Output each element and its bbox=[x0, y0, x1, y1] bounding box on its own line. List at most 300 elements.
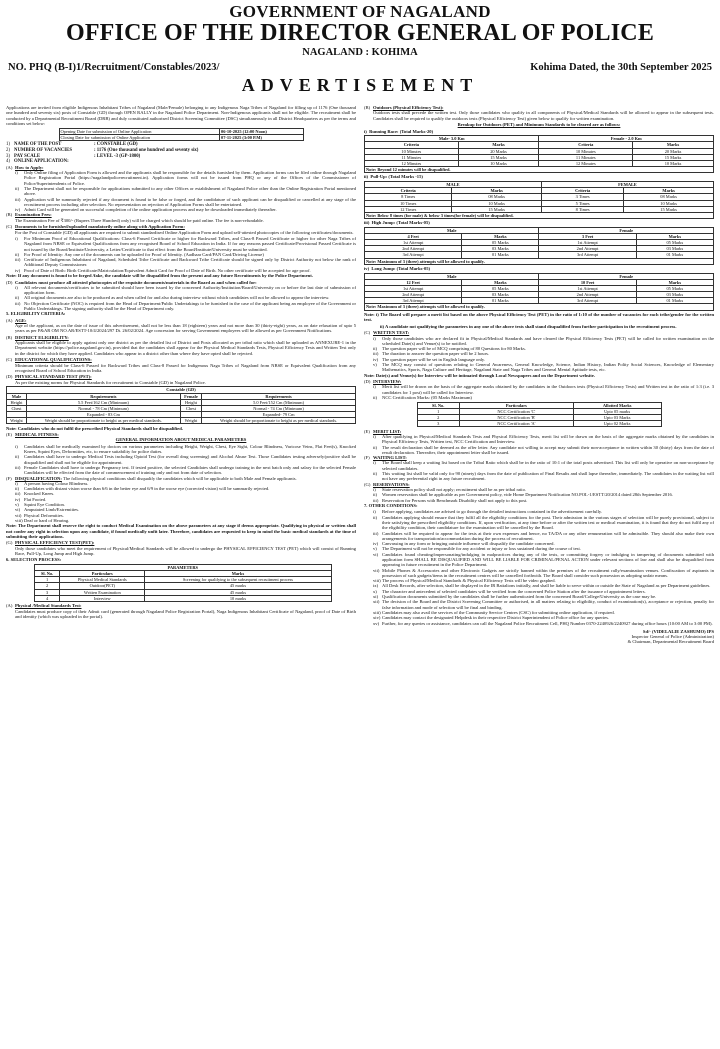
table-cell: Height bbox=[7, 399, 27, 405]
table-header-cell: Sl. No. bbox=[417, 402, 459, 408]
item-number: i) bbox=[15, 170, 18, 176]
list-item bbox=[364, 434, 714, 445]
item-number: iii) bbox=[15, 300, 21, 306]
merit-heading: (E) MERIT LIST: bbox=[364, 428, 402, 434]
table-cell: 5.5 Feet/162 Cm (Minimum) bbox=[26, 399, 180, 405]
table-cell: 03 Marks bbox=[462, 246, 539, 252]
item-number: i) bbox=[373, 509, 376, 515]
issue-date: Kohima Dated, the 30th September 2025 bbox=[530, 62, 712, 73]
table-cell: NCC Certification 'B' bbox=[459, 415, 573, 421]
item-number: v) bbox=[373, 546, 377, 552]
table-cell: Weight should be proportionate to height as per medical standards. bbox=[202, 417, 356, 423]
table-cell: Weight bbox=[7, 417, 27, 423]
list-item bbox=[364, 336, 714, 347]
table-cell: 5.0 Feet/152 Cm (Minimum) bbox=[202, 399, 356, 405]
list-item bbox=[6, 170, 356, 186]
table-header-cell: Marks bbox=[145, 571, 331, 577]
male-caption: Male bbox=[365, 273, 539, 279]
table-header-cell: 4 Feet bbox=[365, 234, 462, 240]
table-cell: 10 Minutes bbox=[365, 148, 459, 154]
fees-text: The Examination Fee of ₹300/- (Rupees Three Hundred) only) will be charged which should be paid online. The fee is non-refundable. bbox=[15, 217, 264, 223]
item-text: Only those candidates who are declared fit in Physical/Medical Standards and have cleared the Physical Efficiency Tests (PET) will be called for written examination on the scheduled Date(s) and Venue(s) to be notified. bbox=[382, 335, 714, 346]
item-number: x) bbox=[373, 588, 377, 594]
right-column bbox=[364, 105, 714, 1047]
pst-heading: (D) PHYSICAL STANDARD TEST (PST): bbox=[6, 374, 92, 380]
table-header-cell: Marks bbox=[624, 188, 714, 194]
item-number: i) bbox=[373, 460, 376, 466]
table-cell: 20 Marks bbox=[633, 148, 714, 154]
longjump-title: iv) Long Jump: (Total Marks-05) bbox=[364, 266, 431, 272]
table-cell: 03 Marks bbox=[636, 292, 713, 298]
item-number: i) bbox=[373, 384, 376, 390]
pet-heading: (G) PHYSICAL EFFICIENCY TEST(PET): bbox=[6, 540, 95, 546]
table-cell: Upto 03 Marks bbox=[573, 415, 661, 421]
item-number: iv) bbox=[15, 496, 21, 502]
table-header-cell: Marks bbox=[636, 280, 713, 286]
table-cell: Upto 02 Marks bbox=[573, 421, 661, 427]
item-text: Physical Deformities. bbox=[24, 512, 64, 518]
physical-medical-text: Candidates must produce copy of their Admit card (generated through Nagaland Police Registration Portal), Naga Indigenous Inhabitant Certificate of Nagaland, proof of Date of Birth and identity (which was uploaded in the portal). bbox=[15, 608, 356, 619]
table-cell: 03 Marks bbox=[462, 292, 539, 298]
running-title: i) Running Race: (Total Marks-20) bbox=[364, 128, 434, 134]
item-number: iii) bbox=[15, 491, 21, 497]
detail-key: NUMBER OF VACANCIES bbox=[14, 147, 73, 153]
item-text: Amputated Limb/Extremities. bbox=[24, 507, 80, 513]
waiting-list bbox=[364, 460, 714, 481]
age-heading: (A) AGE: bbox=[6, 317, 27, 323]
table-header-cell: Marks bbox=[462, 234, 539, 240]
medical-subheading: GENERAL INFORMATION ABOUT MEDICAL PARAMETERS bbox=[115, 437, 247, 443]
table-cell: Upto 05 marks bbox=[573, 408, 661, 414]
item-text: Candidates shall have to undergo Medical Tests including Opioid Test (for overall drug screening) and Alcohol Abuse Test. Those Candidates testing adversely/positive shall be disqualified and shall not be eligible for appointment. bbox=[24, 454, 356, 465]
table-cell: 3rd Attempt bbox=[539, 252, 636, 258]
item-number: xii) bbox=[373, 599, 380, 605]
item-number: iii) bbox=[15, 257, 21, 263]
list-item bbox=[6, 301, 356, 312]
item-number: iii) bbox=[373, 497, 379, 503]
table-cell: Weight should be proportionate to height as per medical standards. bbox=[26, 417, 180, 423]
item-number: v) bbox=[15, 502, 19, 508]
written-note: Note: Date(s) and Venue(s) for Interview will be intimated through Local Newspapers and on the Department website. bbox=[364, 372, 595, 378]
pet-note-1: Note: i) The Board will prepare a merit list based on the above Physical Efficiency Test (PET) in the ratio of 1:10 of the number of vacancies for each tribe/gender for the written test. bbox=[364, 312, 714, 323]
written-list bbox=[364, 336, 714, 373]
produce-documents-list bbox=[6, 285, 356, 311]
item-text: The result declaration shall be deemed as the offer letter. Any candidate not willing to accept may submit their non-acceptance in written within 30 (thirty) days from the date of result declaration. Thereafter, their appointment letter shall be issued. bbox=[382, 444, 714, 455]
forgery-note: Note: If any document is found to be forged /fake, the candidate will be disqualified from the present and any future Recruitments by the Police Department. bbox=[6, 273, 313, 279]
female-caption: Female bbox=[539, 228, 714, 234]
item-text: The question paper will be set in English language only. bbox=[382, 356, 486, 362]
item-text: Only Online filing of Application Form is allowed and the applicants shall be responsible for the details furnished by them. Application forms can be filed online through Nagaland Police Registration Portal (https://nagalandpolicerecruitment.in). Application forms will not be issued from PHQ or any of the Offices of the Commissioner of Police/Superintendents of Police. bbox=[24, 170, 356, 186]
merit-list bbox=[364, 434, 714, 455]
list-item bbox=[364, 395, 714, 400]
item-number: xiv) bbox=[373, 615, 381, 621]
table-cell: 8 Times bbox=[541, 206, 623, 212]
item-number: iii) bbox=[373, 351, 379, 357]
eligibility-heading: 5. ELIGIBILITY CRITERIA: bbox=[6, 311, 66, 317]
table-cell: 12 Times bbox=[365, 206, 452, 212]
table-cell: 01 Marks bbox=[636, 252, 713, 258]
male-caption: Male- 3.0 Km bbox=[365, 136, 539, 142]
post-details bbox=[6, 142, 356, 164]
table-cell: 2 bbox=[417, 415, 459, 421]
advertisement-title: ADVERTISEMENT bbox=[241, 75, 479, 95]
table-header-cell: Female bbox=[180, 393, 201, 399]
waiting-heading: (F) WAITING LIST: bbox=[364, 455, 407, 461]
list-item bbox=[6, 285, 356, 296]
table-cell: 3 bbox=[417, 421, 459, 427]
list-item bbox=[364, 515, 714, 531]
section-physical-medical: (A) Physical /Medical Standards Test: bbox=[6, 603, 82, 609]
item-text: Merit list will be drawn on the basis of the aggregate marks obtained by the candidates in the Outdoors tests (Physical Efficiency Tests) and Written test in the ratio of 1:3 (i.e. 3 candidates for 1 post) will be called for Interview. bbox=[382, 384, 714, 395]
table-cell: Normal - 74 Cm (Minimum) bbox=[202, 405, 356, 411]
pet-table bbox=[364, 181, 714, 219]
table-row bbox=[417, 421, 661, 427]
list-item bbox=[6, 257, 356, 268]
item-text: Reservation for Persons with Benchmark Disability shall not apply to this post. bbox=[382, 497, 528, 503]
table-cell: 3rd Attempt bbox=[365, 298, 462, 304]
table-header-cell: 12 Feet bbox=[365, 280, 462, 286]
item-text: Candidates may contact the designated Helpdesk in their respective District Superintendent of Police office for any queries. bbox=[382, 615, 610, 621]
pull-up-table bbox=[364, 181, 714, 219]
table-cell: 05 Marks bbox=[462, 286, 539, 292]
table-note: Note: Below 8 times (for male) & below 3 times(for female) will be disqualified. bbox=[365, 212, 714, 218]
detail-value: : LEVEL -3 (GP-1800) bbox=[94, 153, 141, 159]
table-cell: 4 bbox=[35, 595, 60, 601]
item-text: State reservation policy shall not apply; recruitment shall be as per tribal ratio. bbox=[382, 486, 527, 492]
table-row bbox=[7, 417, 356, 423]
table-cell: 08 Marks bbox=[624, 194, 714, 200]
item-text: After qualifying in Physical/Medical Standards Tests and Physical Efficiency Tests, merit list will be drawn on the basis of the aggregate marks obtained by the candidates in Physical Efficiency Tests, Written test, NCC Certification and Interview. bbox=[382, 433, 714, 445]
item-text: For Minimum Proof of Educational Qualifications: Class-6 Passed Certificate or higher for Backward Tribes, and Class-8 Passed Certificate or higher for other Naga Tribes of Nagaland from NBSE or Equivalent Qualifications from any recognised Board of School Education in India. If for any reasons passed Certificate/Provisional Passed Certificate is not issued by the Board/Institute/University, a Letter/Certificate to that effect from the Board/Institute/University must be submitted. bbox=[24, 235, 356, 252]
list-item bbox=[364, 568, 714, 579]
female-caption: Female bbox=[539, 273, 714, 279]
detail-number: 3) bbox=[6, 153, 10, 159]
table-cell: 3rd Attempt bbox=[539, 298, 636, 304]
item-text: Admit Card will be generated on successful completion of the online application process and may be downloaded immediately thereafter. bbox=[24, 207, 277, 213]
table-cell: 1st Attempt bbox=[365, 240, 462, 246]
item-text: Deaf or hard of Hearing. bbox=[24, 517, 70, 523]
list-item bbox=[6, 236, 356, 252]
table-header-cell: Marks bbox=[458, 142, 539, 148]
physical-standards-table: Constable (GD) Male Requirements Female Requirements Height 5.5 Feet/162 Cm (Minimum) Height 5.0 Feet/152 Cm (Minimum) Chest Normal - 78 Cm (Minimum) Chest Normal - 74 Cm (Minimum) Expanded - 83 Cm Expanded- 79 Cm Weight Weight should be proportionate to height as per medical standards. Weight Weight should be proportionate to height as per medical standards. bbox=[6, 386, 356, 424]
list-item bbox=[364, 384, 714, 395]
table-cell: 2nd Attempt bbox=[365, 292, 462, 298]
signatory-role: & Chairman, Departmental Recruitment Board bbox=[627, 639, 714, 645]
reference-number: NO. PHQ (B-I)1/Recruitment/Constables/2023/ bbox=[8, 62, 220, 73]
table-cell: Height bbox=[180, 399, 201, 405]
item-number: vii) bbox=[373, 567, 380, 573]
table-cell: 2 bbox=[35, 583, 60, 589]
item-number: ii) bbox=[15, 295, 20, 301]
item-text: Certificate of Indigenous Inhabitant of Nagaland, Scheduled Tribe Certificate and Backward Tribe Certificate should be signed only by District Authority not below the rank of Additional Deputy Commissioner. bbox=[24, 257, 356, 268]
table-header-cell: Male bbox=[7, 393, 27, 399]
interview-list bbox=[364, 384, 714, 400]
table-header-cell: Sl. No. bbox=[35, 571, 60, 577]
detail-key: NAME OF THE POST bbox=[14, 142, 62, 148]
medical-heading: (E) MEDICAL FITNESS: bbox=[6, 431, 59, 437]
list-item bbox=[6, 465, 356, 476]
section-outdoors: (B) Outdoors (Physical Efficiency Test): bbox=[364, 105, 444, 110]
advertisement-body bbox=[6, 105, 714, 1047]
item-text: Squint Eye Condition. bbox=[24, 502, 65, 508]
item-text: Canvassing in any form or bringing outside influence will disqualify the candidate concerned. bbox=[382, 541, 555, 547]
item-text: Mobile Phones & Accessories and other Electronic Gadgets are strictly banned within the premises of the recruitment rally/examination venues. Confiscation of aspirants in possession of such gadgets/items in the recruitment centres will be cancelled forthwith. The Board shall consider such possession as adopting unfair means. bbox=[382, 567, 714, 578]
item-number: ii) bbox=[373, 444, 378, 450]
section-b: (B) Examination Fees: bbox=[6, 212, 52, 218]
office-title: OFFICE OF THE DIRECTOR GENERAL OF POLICE bbox=[65, 20, 655, 46]
item-number: ii) bbox=[373, 395, 378, 401]
item-text: Candidates applying should ensure that they fulfil all the eligibility conditions for the post. Their admission in the various stages of selection will be purely provisional, subject to their satisfying the prescribed eligibility conditions. If, upon verification, at any time before or after the written test or medical examination, it is found that they do not fulfil any of the eligibility condition, their candidature for the examination will be cancelled by the Board. bbox=[382, 514, 714, 531]
table-header-cell: Requirements bbox=[202, 393, 356, 399]
signatory-title: Inspector General of Police (Administration) bbox=[631, 634, 714, 640]
list-item bbox=[364, 531, 714, 542]
date-label: Closing Date for submission of Online Application bbox=[59, 134, 220, 140]
section-a: (A) How to Apply: bbox=[6, 164, 44, 170]
item-number: i) bbox=[15, 235, 18, 241]
application-dates-table bbox=[59, 128, 304, 141]
table-cell: 45 marks bbox=[145, 589, 331, 595]
table-cell: 10 Marks bbox=[633, 160, 714, 166]
item-text: Before applying, candidates are advised to go through the detailed instructions contained in the advertisement carefully. bbox=[382, 509, 603, 515]
item-text: Flat Footed. bbox=[24, 496, 47, 502]
table-cell: NCC Certification 'A' bbox=[459, 421, 573, 427]
table-header-cell: Marks bbox=[462, 280, 539, 286]
table-cell: Screening for qualifying to the subsequent recruitment process bbox=[145, 577, 331, 583]
pst-text: As per the existing norms for Physical Standards for recruitment to Constable (GD) in Nagaland Police. bbox=[15, 379, 206, 385]
item-text: The Department will not be responsible for any accident or injury or loss sustained during the course of test. bbox=[382, 546, 581, 552]
item-number: xi) bbox=[373, 594, 379, 600]
item-number: ii) bbox=[373, 346, 378, 352]
table-cell: 05 Marks bbox=[636, 240, 713, 246]
table-header-cell: 3 Feet bbox=[539, 234, 636, 240]
written-heading: (C) WRITTEN TEST: bbox=[364, 330, 410, 336]
table-cell: 15 Marks bbox=[624, 206, 714, 212]
item-text: All original documents are also to be produced as and when called for and also during interview without which candidates will not be allowed to appear the interview. bbox=[24, 295, 330, 301]
item-text: The duration to answer the question paper will be 2 hours. bbox=[382, 351, 490, 357]
item-text: The Board shall keep a waiting list based on the Tribal Ratio which shall be in the ratio of 10:1 of the total posts advertised. This list will only be operative on non-acceptance by selected candidates. bbox=[382, 460, 714, 471]
pet-table bbox=[364, 273, 714, 311]
table-cell: 10 Marks bbox=[624, 200, 714, 206]
reservation-heading: (G) RESERVATIONS: bbox=[364, 481, 410, 487]
table-header-cell: Marks bbox=[452, 188, 542, 194]
list-item bbox=[6, 444, 356, 455]
table-cell: 10 Marks bbox=[452, 200, 542, 206]
parameters-table: PARAMETERS Sl. No. Particulars Marks 1 Physical Medical Standards Screening for qualifying to the subsequent recruitment process 2 Outdoor(PET) 45 marks 3 Written Examination 45 marks 4 Interview 10 marks bbox=[34, 564, 332, 602]
highjump-title: iii) High Jump: (Total Marks-05) bbox=[364, 220, 430, 226]
item-number: ii) bbox=[373, 471, 378, 477]
item-text: Candidates shall be medically examined by doctors on various parameters including Height, Weight, Chest, Eye Sight, Colour Blindness, Varicose Veins, Flat Feet(s), Knocked Knees, Squint Eyes, Deformities, etc, to ensure suitability for police duties. bbox=[24, 443, 356, 455]
table-cell: NCC Certification 'C' bbox=[459, 408, 573, 414]
item-number: ii) bbox=[15, 251, 20, 257]
list-item bbox=[6, 454, 356, 465]
documents-text: For the Post of Constable (GD) all applicants are required to submit standardised Online Application Form and upload self-attested photocopies of the following certificates/documents. bbox=[15, 229, 354, 235]
age-text: Age of the applicant, as on the date of issue of this advertisement, shall not be less than 18 (eighteen) years and not more than 30 (thirty-eight) years, as on date relaxation of upto 5 years as per P&AR OM NO.AR/ESTT-10/4/2024/297 Dt. 26/02/2024. Age concession for serving Government employees will be allowed as per Government Notifications. bbox=[15, 323, 356, 334]
table-cell: 10 marks bbox=[145, 595, 331, 601]
item-number: iv) bbox=[373, 541, 379, 547]
disqualification-heading: (F) DISQUALIFICATION: The following physical conditions shall disqualify the candidates which will be applicable to both Male and Female applicants. bbox=[6, 475, 297, 481]
list-item bbox=[6, 186, 356, 197]
item-text: No Objection Certificate (NOC) is required from the Head of Department/Public Undertakings to be furnished in the case of the applicant being an employee of the Government or Public Undertakings. The signing authority shall be the Head of Department only. bbox=[24, 300, 356, 312]
table-cell: 01 Marks bbox=[462, 252, 539, 258]
section-d: (D) Candidates must produce all attested photocopies of the requisite documents/materials in the Board as and when called for: bbox=[6, 279, 257, 285]
table-cell: Outdoor(PET) bbox=[60, 583, 145, 589]
item-text: Candidates may also avail the services of the Community Service Centres (CSC) for submitting online application, if required. bbox=[382, 609, 615, 615]
table-row bbox=[35, 595, 332, 601]
item-number: iii) bbox=[373, 530, 379, 536]
documents-list bbox=[6, 236, 356, 273]
detail-key: PAY SCALE bbox=[14, 153, 41, 159]
education-text: Minimum criteria should be Class-6 Passed for Backward Tribes and Class-8 Passed for Indigenous Naga Tribes of Nagaland from NBSE or Equivalent Qualification from any recognised Board of School Education in India. bbox=[15, 362, 356, 373]
medical-list bbox=[6, 444, 356, 476]
item-text: Candidates with distant vision worse than 6/6 in the better eye and 6/9 in the worse eye (corrected vision) will be summarily rejected. bbox=[24, 486, 270, 492]
table-cell: 10 Minutes bbox=[539, 148, 633, 154]
table-cell: 1st Attempt bbox=[539, 240, 636, 246]
table-cell: 20 Marks bbox=[458, 148, 539, 154]
detail-value: : CONSTABLE (GD) bbox=[94, 142, 138, 148]
table-cell: 11 Minutes bbox=[539, 154, 633, 160]
item-number: v) bbox=[373, 362, 377, 368]
left-column bbox=[6, 105, 356, 1047]
signature-block bbox=[364, 629, 714, 645]
ncc-table bbox=[417, 402, 662, 427]
female-caption: Female - 2.0 Km bbox=[539, 136, 714, 142]
table-note: Note: Maximum of 3 (three) attempts will be allowed to qualify. bbox=[365, 258, 714, 264]
item-text: Further, for any queries or assistance, candidates can call the Nagaland Police Recruitment Cell, PHQ Number 0370-2240926/2240927 during office hours (10:00 AM to 3:00 PM). bbox=[382, 620, 713, 626]
table-cell: 10 Times bbox=[365, 200, 452, 206]
item-number: ix) bbox=[373, 583, 379, 589]
outdoors-text: Outdoors tests shall precede the written test. Only those candidates who qualify in all components of Physical/Medical Standards will be allowed to appear in the subsequent tests. Candidates shall be required to qualify the outdoors tests (Physical Efficiency Test) given below to qualify for written examination. bbox=[373, 110, 714, 121]
item-text: Women reservation shall be applicable as per Government policy, vide Home Department Notification NO.POL-1/ESTT/20/2014 dated 28th September 2016. bbox=[382, 492, 673, 498]
table-header-cell: Particulars bbox=[60, 571, 145, 577]
list-item bbox=[364, 599, 714, 610]
intro-paragraph: Applications are invited from eligible Indigenous Inhabitant Tribes of Nagaland (Male/Female) belonging to any Indigenous Naga Tribes of Nagaland for filling up of 1176 (One thousand one hundred and seventy six) posts of Constable (GD) through OPEN RALLY in the Nagaland Police Department. Non-Indigenous applicants shall not be eligible. The recruitment shall be conducted by a Departmental Recruitment Board (DRB) and duly constituted authorised District Screening Committee (DSC) simultaneously in all District Headquarters as per the terms and conditions set below: bbox=[6, 105, 356, 126]
table-cell: Normal - 78 Cm (Minimum) bbox=[26, 405, 180, 411]
detail-number: 4) bbox=[6, 159, 10, 165]
table-cell: 2nd Attempt bbox=[365, 246, 462, 252]
table-cell: 05 Marks bbox=[636, 286, 713, 292]
list-item bbox=[364, 621, 714, 626]
item-text: All Desk Records, after selection, shall be displayed in the IR Battalions initially, and shall be liable to serve within or outside the State of Nagaland as per Department guidelines. bbox=[382, 583, 711, 589]
government-title: GOVERNMENT OF NAGALAND bbox=[229, 2, 491, 21]
table-header-cell: Marks bbox=[633, 142, 714, 148]
item-number: i) bbox=[15, 284, 18, 290]
table-row bbox=[35, 577, 332, 583]
pst-note: Note: Candidates who do not fulfil the prescribed Physical Standards shall be disqualified. bbox=[6, 425, 183, 431]
table-cell: Physical Medical Standards bbox=[60, 577, 145, 583]
item-number: iii) bbox=[15, 196, 21, 202]
table-cell: Expanded - 83 Cm bbox=[26, 411, 180, 417]
running-race-table bbox=[364, 135, 714, 173]
male-caption: Male bbox=[365, 228, 539, 234]
table-cell: 05 Marks bbox=[462, 240, 539, 246]
list-item bbox=[6, 197, 356, 208]
table-cell: 15 Marks bbox=[458, 154, 539, 160]
table-cell: 1 bbox=[35, 577, 60, 583]
item-number: i) bbox=[373, 486, 376, 492]
detail-key: ONLINE APPLICATION: bbox=[14, 159, 69, 165]
table-cell: 12 Minutes bbox=[539, 160, 633, 166]
item-number: ii) bbox=[15, 486, 20, 492]
table-cell: 45 marks bbox=[145, 583, 331, 589]
list-item bbox=[364, 445, 714, 456]
table-header-cell: Particulars bbox=[459, 402, 573, 408]
date-value: 06-10-2025 (12:00 Noon) bbox=[220, 128, 303, 134]
section-c: (C) Documents to be furnished/uploaded mandatorily online along with Application Form: bbox=[6, 224, 185, 230]
table-cell: 01 Marks bbox=[636, 298, 713, 304]
how-to-apply-list bbox=[6, 170, 356, 212]
item-text: Qualification documents submitted by the candidates shall be further authenticated from the concerned Board/College/University as the case may be. bbox=[382, 594, 657, 600]
item-text: The Department shall not be responsible for applications submitted to any other Offices or establishment of Nagaland Police other than the Online Registration Portal mentioned above. bbox=[24, 185, 356, 197]
table-cell: 1 bbox=[417, 408, 459, 414]
signatory-name: Sd/- (VIDELALIE ZASHUMO) IPS bbox=[642, 628, 714, 634]
list-item bbox=[364, 471, 714, 482]
table-cell: 3 Times bbox=[541, 194, 623, 200]
item-number: xiii) bbox=[373, 609, 381, 615]
table-cell: Weight bbox=[180, 417, 201, 423]
table-cell: 11 Minutes bbox=[365, 154, 459, 160]
item-text: Candidates will be required to appear for the tests at their own expenses and hence, no TA/DA or any other remuneration will be admissible. They should also make their own arrangements for transportation/accommodation during the process of recruitment. bbox=[382, 530, 714, 541]
table-cell: 3rd Attempt bbox=[365, 252, 462, 258]
table-header-cell: Criteria bbox=[365, 188, 452, 194]
detail-value: : 1176 (One thousand one hundred and seventy six) bbox=[94, 147, 199, 153]
item-number: ii) bbox=[15, 185, 20, 191]
table-cell: Chest bbox=[7, 405, 27, 411]
other-conditions-heading: 7. OTHER CONDITIONS: bbox=[364, 502, 418, 508]
place-line: NAGALAND : KOHIMA bbox=[302, 47, 418, 58]
other-conditions-list bbox=[364, 509, 714, 626]
item-text: Proof of Date of Birth: Birth Certificate/Matriculation/Equivalent Admit Card for Proof of Date of Birth. No other certificate will be accepted for age proof. bbox=[24, 267, 311, 273]
date-value: 07-11-2025 (3:00 P.M) bbox=[220, 134, 303, 140]
table-row bbox=[59, 134, 303, 140]
table-cell: 15 Marks bbox=[452, 206, 542, 212]
item-number: vii) bbox=[15, 512, 22, 518]
table-header-cell: 10 Feet bbox=[539, 280, 636, 286]
table-header-cell: Criteria bbox=[365, 142, 459, 148]
female-caption: FEMALE bbox=[541, 182, 713, 188]
item-number: ii) bbox=[373, 514, 378, 520]
table-cell: 03 Marks bbox=[636, 246, 713, 252]
medical-note: Note: The Department shall reserve the right to conduct Medical Examination on the above parameters at any stage if deems appropriate. Qualifying in physical or written shall not confer any right in selection upon any candidate, if found medically unfit later. Therefore, candidates are requested to keep in mind the basic medical standards at the time of submitting their applications. bbox=[6, 523, 356, 539]
reference-line bbox=[0, 62, 720, 73]
table-cell: 12 Minutes bbox=[365, 160, 459, 166]
table-cell: 2nd Attempt bbox=[539, 246, 636, 252]
list-item bbox=[364, 362, 714, 373]
table-header-cell: Allotted Marks bbox=[573, 402, 661, 408]
item-text: The process of Physical/Medical Standards & Physical Efficiency Tests will be video graphed. bbox=[382, 578, 556, 584]
table-note: Note: Maximum of 3 (three) attempts will be allowed to qualify. bbox=[365, 304, 714, 310]
item-number: viii) bbox=[15, 517, 23, 523]
item-number: vi) bbox=[15, 507, 21, 513]
reservation-list bbox=[364, 487, 714, 503]
table-cell: 3 bbox=[35, 589, 60, 595]
item-text: A person having Colour Blindness. bbox=[24, 480, 89, 486]
item-number: i) bbox=[15, 443, 18, 449]
table-cell: 2nd Attempt bbox=[539, 292, 636, 298]
table-header-cell: Marks bbox=[636, 234, 713, 240]
item-text: Knocked Knees. bbox=[24, 491, 55, 497]
item-number: i) bbox=[15, 480, 18, 486]
date-label: Opening Date for submission of Online Application bbox=[59, 128, 220, 134]
table-header-cell: Criteria bbox=[541, 188, 623, 194]
item-text: The decision of the Board and the District Screening Committee or authorised, in all matters relating to eligibility, conduct of examination(s), acceptance or rejection, penalty for false information and mode of selection will be final and binding. bbox=[382, 599, 714, 610]
high-jump-table bbox=[364, 227, 714, 265]
list-item bbox=[364, 460, 714, 471]
list-item bbox=[364, 552, 714, 568]
table-cell: Expanded- 79 Cm bbox=[202, 411, 356, 417]
letterhead bbox=[0, 2, 720, 59]
item-number: iv) bbox=[373, 356, 379, 362]
education-heading: (C) EDUCATIONAL QUALIFICATIONS: bbox=[6, 357, 92, 363]
